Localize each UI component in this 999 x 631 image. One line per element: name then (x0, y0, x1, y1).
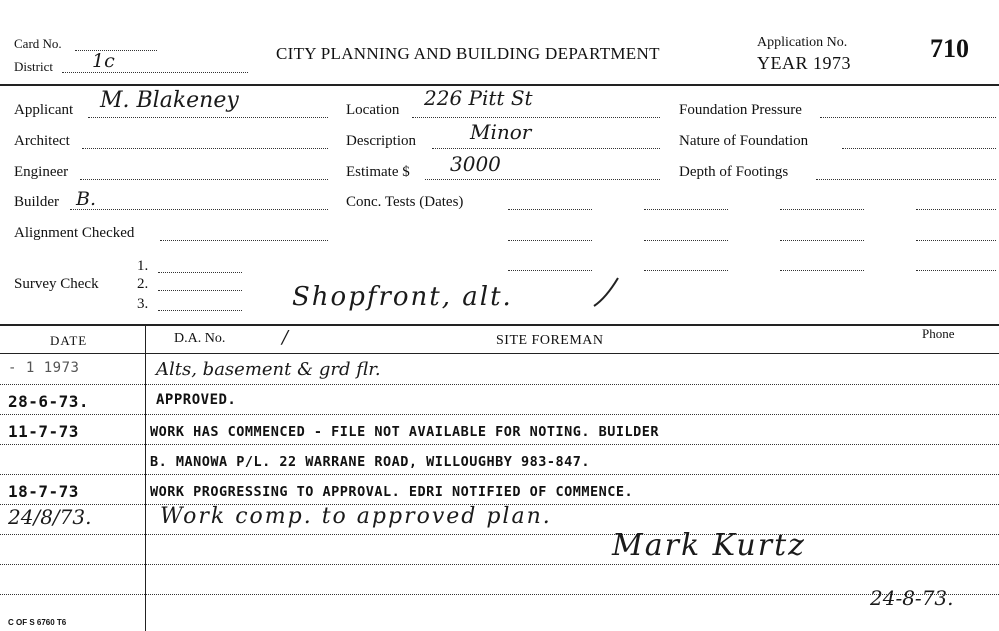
entry-date: 28-6-73. (8, 392, 90, 411)
signature: Mark Kurtz (612, 528, 806, 563)
conc-line-10 (644, 270, 728, 271)
signature-date: 24-8-73. (870, 586, 954, 610)
alignment-label: Alignment Checked (14, 225, 135, 241)
applicant-value: M. Blakeney (100, 88, 239, 113)
da-label: D.A. No. (174, 331, 226, 346)
entry-text: Work comp. to approved plan. (160, 504, 552, 529)
survey-note: Shopfront, alt. (292, 282, 513, 312)
department-title: CITY PLANNING AND BUILDING DEPARTMENT (276, 44, 660, 63)
foundation-pressure-line (820, 117, 996, 118)
conc-line-11 (780, 270, 864, 271)
survey-check-label: Survey Check (14, 276, 99, 292)
district-value: 1c (92, 50, 115, 72)
district-line (62, 72, 248, 73)
estimate-line (425, 179, 660, 180)
row-line (0, 474, 999, 475)
architect-line (82, 148, 328, 149)
entry-text: APPROVED. (156, 392, 237, 408)
conc-line-1 (508, 209, 592, 210)
district-label: District (14, 59, 53, 74)
estimate-label: Estimate $ (346, 164, 410, 180)
engineer-label: Engineer (14, 164, 69, 180)
check-mark-icon (592, 276, 622, 310)
footer-code: C OF S 6760 T6 (8, 618, 67, 627)
entry-text: B. MANOWA P/L. 22 WARRANE ROAD, WILLOUGHBY 983-847. (150, 454, 591, 470)
phone-header: Phone (922, 326, 955, 341)
engineer-line (80, 179, 328, 180)
application-no-label: Application No. (757, 35, 848, 50)
row-line (0, 564, 999, 565)
location-line (412, 117, 660, 118)
location-label: Location (346, 102, 400, 118)
date-column-divider (145, 324, 146, 631)
entry-date: - 1 1973 (8, 360, 80, 376)
description-value: Minor (470, 120, 532, 144)
entry-text: Alts, basement & grd flr. (156, 359, 381, 380)
nature-foundation-label: Nature of Foundation (679, 133, 809, 149)
survey-2-label: 2. (137, 276, 149, 292)
conc-line-12 (916, 270, 996, 271)
row-line (0, 444, 999, 445)
row-line (0, 414, 999, 415)
date-header: DATE (50, 333, 88, 348)
row-line (0, 384, 999, 385)
description-line (432, 148, 660, 149)
row-line (0, 594, 999, 595)
entry-text: WORK HAS COMMENCED - FILE NOT AVAILABLE FOR NOTING. BUILDER (150, 424, 660, 440)
conc-line-3 (780, 209, 864, 210)
site-foreman-header: SITE FOREMAN (496, 333, 604, 348)
foundation-pressure-label: Foundation Pressure (679, 102, 802, 118)
depth-footings-line (816, 179, 996, 180)
log-header-border (0, 353, 999, 354)
conc-line-6 (644, 240, 728, 241)
estimate-value: 3000 (450, 152, 501, 176)
row-line (0, 534, 999, 535)
entry-date: 18-7-73 (8, 482, 79, 501)
survey-2-line (158, 290, 242, 291)
applicant-line (88, 117, 328, 118)
alignment-line (160, 240, 328, 241)
year-label: YEAR 1973 (757, 53, 851, 73)
builder-value: B. (76, 188, 97, 210)
survey-1-label: 1. (137, 258, 149, 274)
applicant-label: Applicant (14, 102, 74, 118)
builder-label: Builder (14, 194, 59, 210)
da-value: / (282, 327, 289, 348)
location-value: 226 Pitt St (424, 86, 533, 110)
card-no-label: Card No. (14, 36, 62, 51)
survey-1-line (158, 272, 242, 273)
application-number: 710 (930, 34, 969, 63)
conc-tests-label: Conc. Tests (Dates) (346, 194, 464, 210)
builder-line (70, 209, 328, 210)
card-no-line (75, 50, 157, 51)
conc-line-9 (508, 270, 592, 271)
conc-line-8 (916, 240, 996, 241)
conc-line-7 (780, 240, 864, 241)
conc-line-2 (644, 209, 728, 210)
conc-line-5 (508, 240, 592, 241)
architect-label: Architect (14, 133, 70, 149)
entry-date: 24/8/73. (8, 505, 92, 529)
nature-foundation-line (842, 148, 996, 149)
entry-text: WORK PROGRESSING TO APPROVAL. EDRI NOTIFIED OF COMMENCE. (150, 484, 634, 500)
entry-date: 11-7-73 (8, 422, 79, 441)
log-top-border (0, 324, 999, 326)
conc-line-4 (916, 209, 996, 210)
survey-3-label: 3. (137, 296, 149, 312)
survey-3-line (158, 310, 242, 311)
description-label: Description (346, 133, 416, 149)
depth-footings-label: Depth of Footings (679, 164, 789, 180)
